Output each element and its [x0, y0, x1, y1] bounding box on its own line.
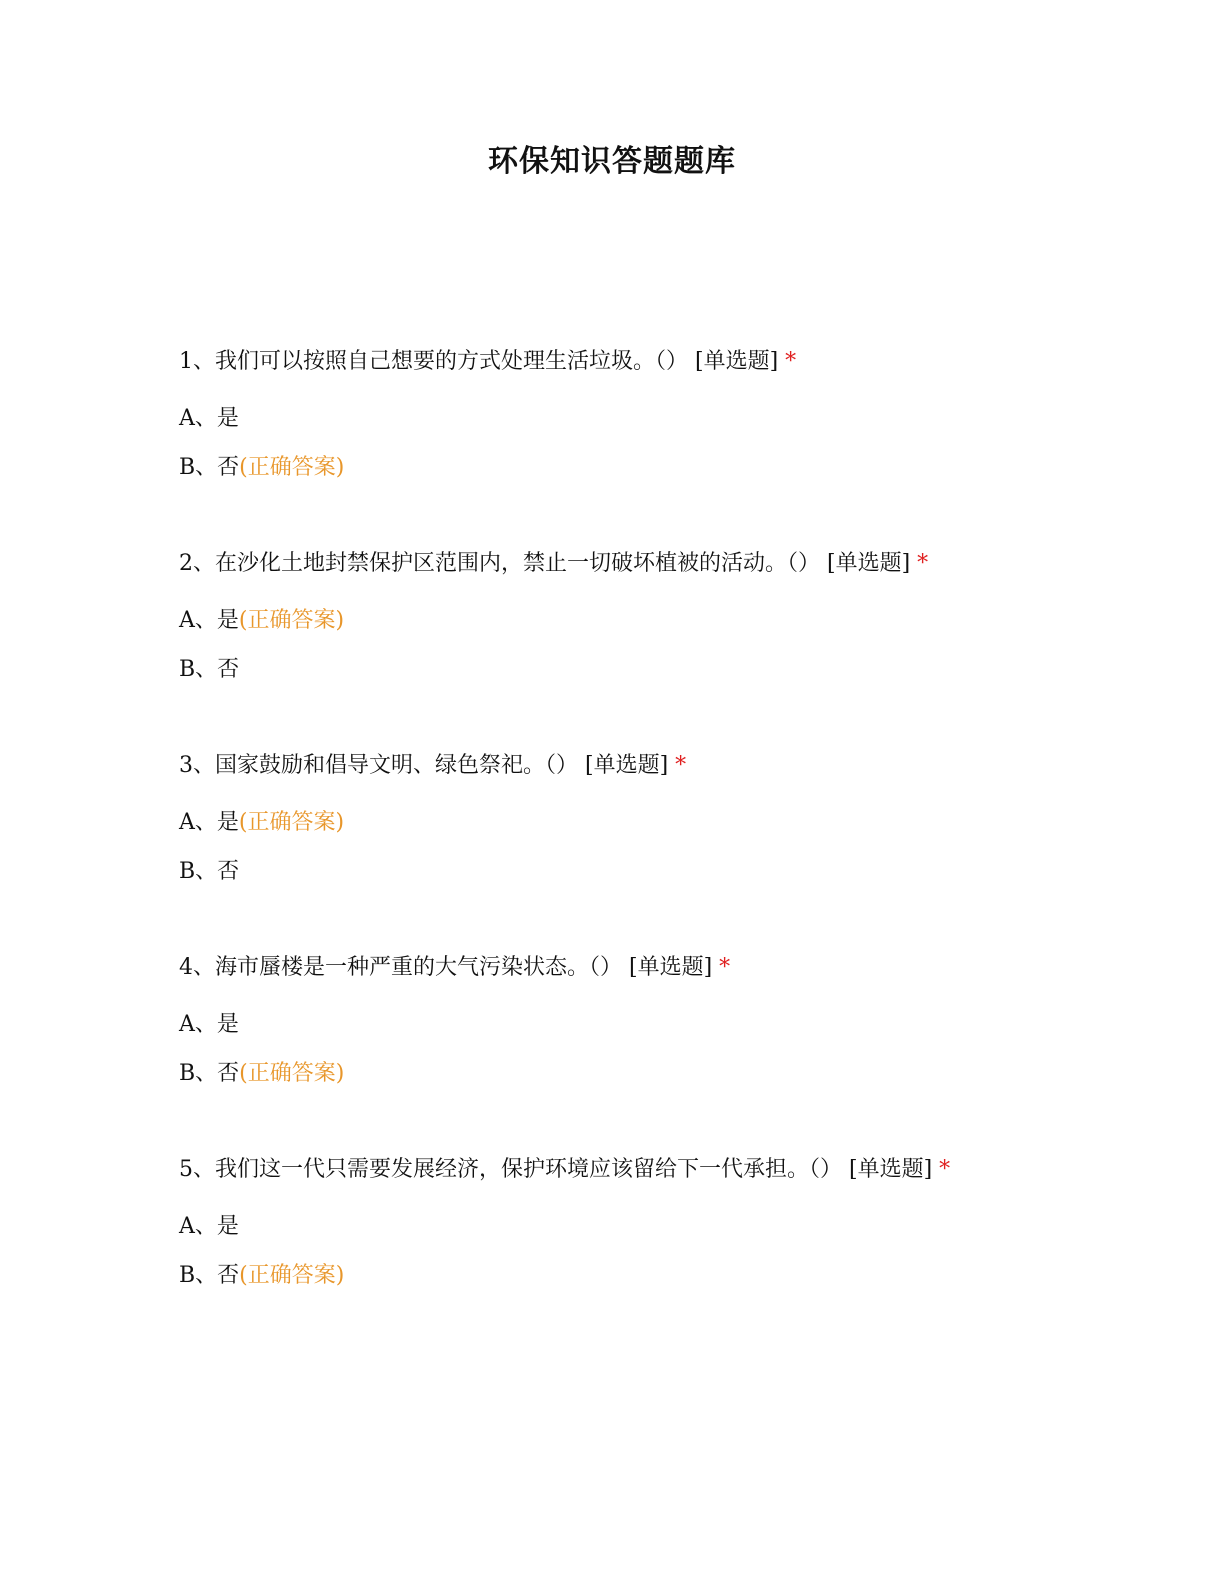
option-label: B、否 — [179, 1263, 240, 1288]
correct-answer-tag: (正确答案) — [239, 455, 345, 480]
question-text: 2、在沙化土地封禁保护区范围内，禁止一切破坏植被的活动。（） — [179, 551, 820, 576]
option-label: A、是 — [179, 810, 239, 835]
correct-answer-tag: (正确答案) — [238, 608, 345, 633]
option-a[interactable] — [179, 404, 1079, 434]
question-2 — [179, 549, 1079, 685]
question-type-tag: [单选题] — [629, 955, 713, 980]
option-label: B、否 — [179, 1061, 240, 1086]
option-label: B、否 — [179, 455, 240, 480]
option-label: A、是 — [179, 1214, 239, 1239]
option-label: A、是 — [179, 1012, 239, 1037]
question-3 — [179, 751, 1079, 887]
question-4 — [179, 953, 1079, 1089]
question-text: 5、我们这一代只需要发展经济，保护环境应该留给下一代承担。（） — [179, 1157, 842, 1182]
question-type-tag: [单选题] — [849, 1157, 933, 1182]
required-mark: * — [719, 955, 731, 980]
option-label: B、否 — [179, 859, 240, 884]
option-b[interactable] — [179, 453, 1079, 483]
question-type-tag: [单选题] — [827, 551, 911, 576]
option-label: A、是 — [179, 608, 239, 633]
required-mark: * — [785, 349, 797, 374]
page-title: 环保知识答题题库 — [488, 144, 736, 179]
option-a[interactable] — [179, 1010, 1079, 1040]
question-type-tag: [单选题] — [695, 349, 779, 374]
question-text: 1、我们可以按照自己想要的方式处理生活垃圾。（） — [179, 349, 688, 374]
question-text-row — [179, 751, 1079, 781]
required-mark: * — [675, 753, 687, 778]
question-5 — [179, 1155, 1079, 1291]
option-b[interactable] — [179, 1059, 1079, 1089]
question-text: 3、国家鼓励和倡导文明、绿色祭祀。（） — [179, 753, 578, 778]
question-text-row — [179, 1155, 1079, 1185]
option-b[interactable] — [179, 655, 1079, 685]
required-mark: * — [917, 551, 929, 576]
option-label: B、否 — [179, 657, 240, 682]
option-a[interactable] — [179, 808, 1079, 838]
question-1 — [179, 347, 1079, 483]
correct-answer-tag: (正确答案) — [239, 1061, 345, 1086]
required-mark: * — [939, 1157, 951, 1182]
correct-answer-tag: (正确答案) — [239, 1263, 345, 1288]
question-text-row — [179, 347, 1079, 377]
question-text-row — [179, 953, 1079, 983]
option-label: A、是 — [179, 406, 239, 431]
question-text-row — [179, 549, 1079, 579]
option-a[interactable] — [179, 606, 1079, 636]
question-text: 4、海市蜃楼是一种严重的大气污染状态。（） — [179, 955, 622, 980]
question-type-tag: [单选题] — [585, 753, 669, 778]
option-b[interactable] — [179, 857, 1079, 887]
option-a[interactable] — [179, 1212, 1079, 1242]
correct-answer-tag: (正确答案) — [238, 810, 345, 835]
option-b[interactable] — [179, 1261, 1079, 1291]
